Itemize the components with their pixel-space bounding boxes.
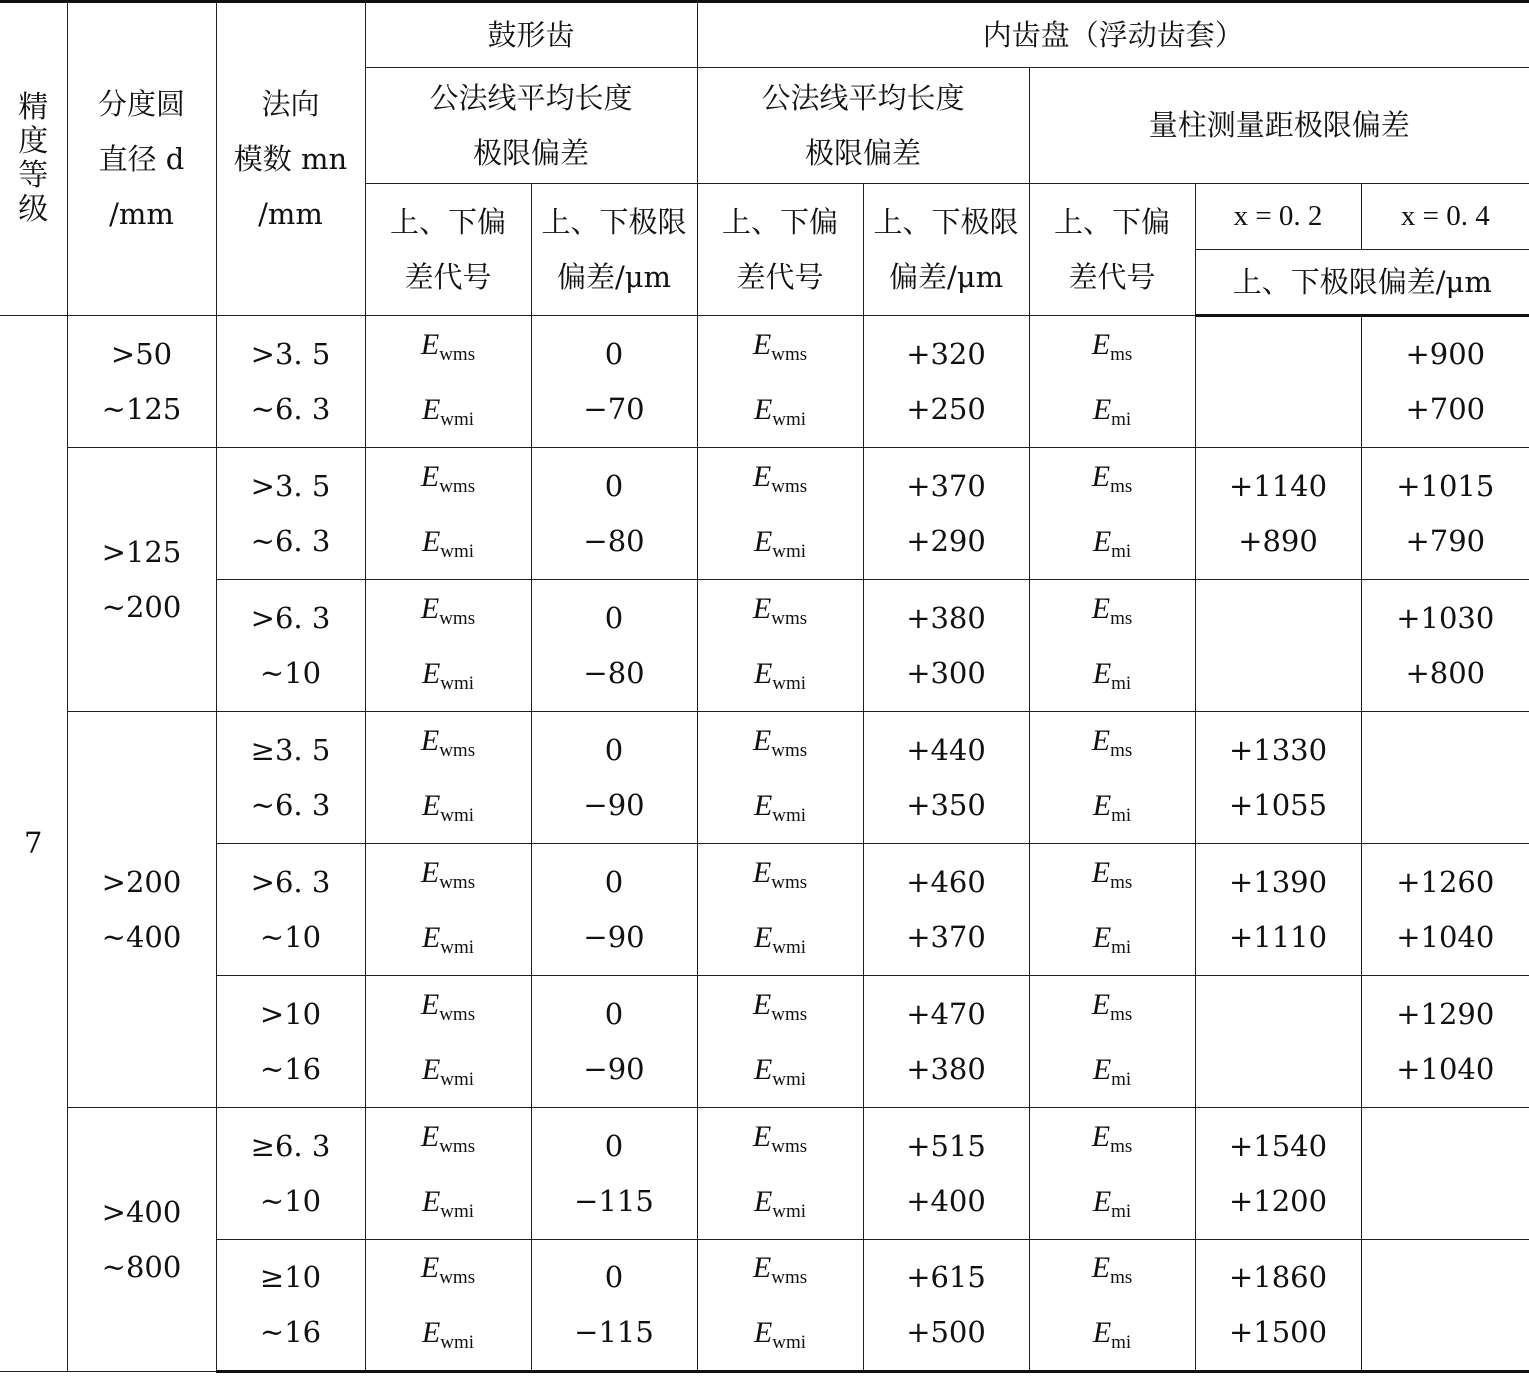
pin-dev-x-0-4 [1361, 1240, 1529, 1372]
pin-dev-x-0-4: +1260 +1040 [1361, 844, 1529, 976]
pin-dev-x-0-4 [1361, 712, 1529, 844]
drum-dev-code: $E_{wms}$ $E_{wmi}$ [365, 976, 531, 1108]
header-drum-dev-code: 上、下偏 差代号 [365, 184, 531, 316]
drum-dev-code: $E_{wms}$ $E_{wmi}$ [365, 712, 531, 844]
drum-dev-limit: 0 −70 [531, 316, 697, 448]
drum-dev-code: $E_{wms}$ $E_{wmi}$ [365, 1240, 531, 1372]
header-pin-dev-limit: 上、下极限偏差/μm [1195, 250, 1529, 316]
pin-dev-x-0-2 [1195, 976, 1361, 1108]
module-range: >3. 5 ~6. 3 [216, 316, 365, 448]
header-inner-dev-code: 上、下偏 差代号 [697, 184, 863, 316]
table-row [0, 580, 1529, 712]
inner-dev-limit: +615 +500 [863, 1240, 1029, 1372]
header-grade: 精 度 等 级 [0, 2, 67, 316]
table-row [0, 316, 1529, 448]
pin-dev-code: $E_{ms}$ $E_{mi}$ [1029, 844, 1195, 976]
module-range: >10 ~16 [216, 976, 365, 1108]
table-row [0, 844, 1529, 976]
header-drum-gear: 鼓形齿 [365, 2, 697, 68]
header-inner-common-normal: 公法线平均长度 极限偏差 [697, 68, 1029, 184]
module-range: >6. 3 ~10 [216, 580, 365, 712]
inner-dev-code: $E_{wms}$ $E_{wmi}$ [697, 976, 863, 1108]
header-inner-gear-disc: 内齿盘（浮动齿套） [697, 2, 1529, 68]
module-range: ≥3. 5 ~6. 3 [216, 712, 365, 844]
inner-dev-code: $E_{wms}$ $E_{wmi}$ [697, 1240, 863, 1372]
drum-dev-code: $E_{wms}$ $E_{wmi}$ [365, 448, 531, 580]
header-diameter: 分度圆 直径 d /mm [67, 2, 216, 316]
inner-dev-code: $E_{wms}$ $E_{wmi}$ [697, 712, 863, 844]
inner-dev-limit: +380 +300 [863, 580, 1029, 712]
pin-dev-code: $E_{ms}$ $E_{mi}$ [1029, 1108, 1195, 1240]
inner-dev-limit: +320 +250 [863, 316, 1029, 448]
header-x-0-2: x = 0. 2 [1195, 184, 1361, 250]
header-pin-dev-code: 上、下偏 差代号 [1029, 184, 1195, 316]
pin-dev-code: $E_{ms}$ $E_{mi}$ [1029, 976, 1195, 1108]
pin-dev-x-0-2: +1860 +1500 [1195, 1240, 1361, 1372]
header-module: 法向 模数 mn /mm [216, 2, 365, 316]
header-drum-dev-limit: 上、下极限 偏差/μm [531, 184, 697, 316]
pin-dev-x-0-2 [1195, 316, 1361, 448]
inner-dev-limit: +370 +290 [863, 448, 1029, 580]
pin-dev-x-0-4: +900 +700 [1361, 316, 1529, 448]
pin-dev-x-0-4: +1290 +1040 [1361, 976, 1529, 1108]
inner-dev-code: $E_{wms}$ $E_{wmi}$ [697, 844, 863, 976]
inner-dev-code: $E_{wms}$ $E_{wmi}$ [697, 1108, 863, 1240]
pin-dev-x-0-4 [1361, 1108, 1529, 1240]
pin-dev-x-0-2 [1195, 580, 1361, 712]
module-range: >6. 3 ~10 [216, 844, 365, 976]
inner-dev-code: $E_{wms}$ $E_{wmi}$ [697, 448, 863, 580]
pin-dev-code: $E_{ms}$ $E_{mi}$ [1029, 1240, 1195, 1372]
diameter-range: >200 ~400 [67, 712, 216, 1108]
pin-dev-x-0-4: +1030 +800 [1361, 580, 1529, 712]
module-range: ≥6. 3 ~10 [216, 1108, 365, 1240]
pin-dev-x-0-2: +1140 +890 [1195, 448, 1361, 580]
inner-dev-code: $E_{wms}$ $E_{wmi}$ [697, 580, 863, 712]
drum-dev-limit: 0 −90 [531, 844, 697, 976]
pin-dev-x-0-2: +1330 +1055 [1195, 712, 1361, 844]
drum-dev-limit: 0 −115 [531, 1240, 697, 1372]
inner-dev-limit: +470 +380 [863, 976, 1029, 1108]
diameter-range: >50 ~125 [67, 316, 216, 448]
module-range: >3. 5 ~6. 3 [216, 448, 365, 580]
table-row [0, 976, 1529, 1108]
pin-dev-x-0-4: +1015 +790 [1361, 448, 1529, 580]
pin-dev-x-0-2: +1540 +1200 [1195, 1108, 1361, 1240]
drum-dev-limit: 0 −115 [531, 1108, 697, 1240]
inner-dev-code: $E_{wms}$ $E_{wmi}$ [697, 316, 863, 448]
grade-value: 7 [0, 316, 67, 1372]
drum-dev-limit: 0 −90 [531, 976, 697, 1108]
drum-dev-code: $E_{wms}$ $E_{wmi}$ [365, 316, 531, 448]
drum-dev-limit: 0 −80 [531, 448, 697, 580]
drum-dev-code: $E_{wms}$ $E_{wmi}$ [365, 844, 531, 976]
table-row [0, 1108, 1529, 1240]
drum-dev-limit: 0 −90 [531, 712, 697, 844]
header-inner-dev-limit: 上、下极限 偏差/μm [863, 184, 1029, 316]
table-row [0, 448, 1529, 580]
table-row [0, 1240, 1529, 1372]
pin-dev-code: $E_{ms}$ $E_{mi}$ [1029, 316, 1195, 448]
table-row [0, 712, 1529, 844]
drum-dev-limit: 0 −80 [531, 580, 697, 712]
header-drum-common-normal: 公法线平均长度 极限偏差 [365, 68, 697, 184]
pin-dev-code: $E_{ms}$ $E_{mi}$ [1029, 580, 1195, 712]
inner-dev-limit: +515 +400 [863, 1108, 1029, 1240]
inner-dev-limit: +460 +370 [863, 844, 1029, 976]
pin-dev-code: $E_{ms}$ $E_{mi}$ [1029, 448, 1195, 580]
drum-dev-code: $E_{wms}$ $E_{wmi}$ [365, 580, 531, 712]
header-x-0-4: x = 0. 4 [1361, 184, 1529, 250]
header-pin-measure: 量柱测量距极限偏差 [1029, 68, 1529, 184]
module-range: ≥10 ~16 [216, 1240, 365, 1372]
inner-dev-limit: +440 +350 [863, 712, 1029, 844]
pin-dev-code: $E_{ms}$ $E_{mi}$ [1029, 712, 1195, 844]
diameter-range: >400 ~800 [67, 1108, 216, 1372]
pin-dev-x-0-2: +1390 +1110 [1195, 844, 1361, 976]
diameter-range: >125 ~200 [67, 448, 216, 712]
drum-dev-code: $E_{wms}$ $E_{wmi}$ [365, 1108, 531, 1240]
